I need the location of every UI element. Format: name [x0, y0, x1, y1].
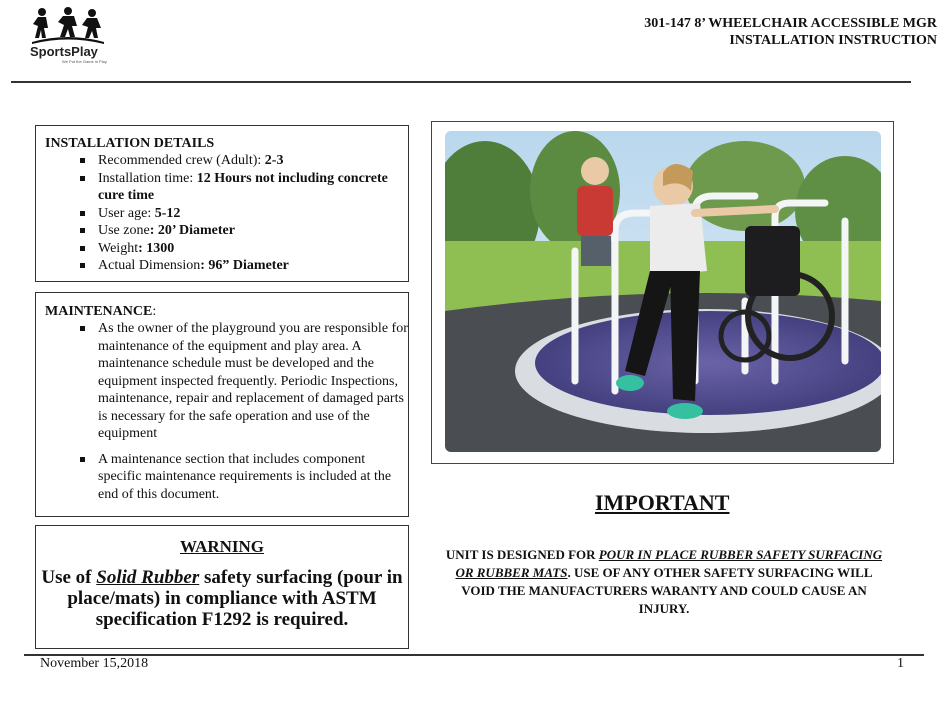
document-title-line1: 301-147 8’ WHEELCHAIR ACCESSIBLE MGR — [644, 16, 937, 31]
installation-details-list — [45, 152, 408, 275]
detail-item-time — [45, 170, 408, 205]
page-number: 1 — [897, 656, 904, 671]
important-title: IMPORTANT — [595, 490, 730, 515]
warning-text-post: safety surfacing (pour in place/mats) in compliance with ASTM specification F1292 is required. — [67, 567, 403, 630]
detail-item-zone — [45, 222, 408, 240]
detail-item-dimension — [45, 257, 408, 275]
important-text-emphasis: POUR IN PLACE RUBBER SAFETY SURFACING OR RUBBER MATS — [455, 547, 883, 580]
warning-title: WARNING — [179, 537, 265, 556]
sportsplay-logo — [28, 6, 118, 64]
detail-item-weight — [45, 240, 408, 258]
detail-value: : 96” Diameter — [200, 258, 289, 273]
maintenance-box — [35, 292, 409, 517]
detail-item-age — [45, 205, 408, 223]
detail-value: 5-12 — [154, 205, 181, 221]
detail-label: Weight — [98, 240, 139, 256]
warning-box — [35, 525, 409, 649]
document-title — [644, 15, 937, 49]
product-photo-frame — [431, 121, 894, 464]
footer-divider — [24, 654, 924, 656]
warning-text-pre: Use of — [41, 567, 97, 588]
maintenance-list — [45, 320, 408, 503]
detail-label: Recommended crew (Adult): — [98, 153, 265, 168]
detail-label: Installation time: — [98, 170, 197, 186]
important-text-pre: UNIT IS DESIGNED FOR — [445, 547, 599, 562]
warning-text-emphasis: Solid Rubber — [96, 567, 200, 588]
detail-label: Actual Dimension — [98, 258, 201, 273]
maintenance-title — [45, 304, 408, 320]
maintenance-item: As the owner of the playground you are responsible for maintenance of the equipment and play area. A maintenance schedule must be developed and the equipment inspected frequently. Periodic Inspections, maintenance, repair and replacement of damaged parts is necessary for the safe operation and use of the equipment — [45, 320, 408, 443]
merry-go-round-photo-illustration — [445, 131, 881, 452]
important-text — [440, 546, 888, 618]
maintenance-item: A maintenance section that includes component specific maintenance requirements is included at the end of this document. — [45, 451, 408, 504]
detail-value: : 20’ Diameter — [149, 223, 235, 238]
logo-tagline: We Put the Game in Play — [62, 59, 107, 64]
detail-value: : 1300 — [138, 240, 175, 256]
warning-text — [36, 567, 408, 630]
detail-value: 12 Hours not including concrete cure time — [98, 170, 388, 203]
installation-details-box — [35, 125, 409, 282]
detail-value: 2-3 — [264, 153, 284, 168]
logo-name: SportsPlay — [30, 44, 98, 59]
installation-details-title: INSTALLATION DETAILS — [45, 136, 215, 151]
important-text-post: . USE OF ANY OTHER SAFETY SURFACING WILL VOID THE MANUFACTURERS WARANTY AND COULD CAUSE AN INJURY. — [461, 565, 873, 616]
detail-item-crew — [45, 152, 408, 170]
children-silhouettes-icon — [28, 6, 108, 44]
maintenance-title-colon: : — [152, 304, 157, 319]
product-photo — [445, 131, 881, 452]
maintenance-title-text: MAINTENANCE — [45, 304, 153, 319]
detail-label: User age: — [98, 205, 155, 221]
detail-label: Use zone — [98, 223, 150, 238]
footer-date: November 15,2018 — [40, 656, 149, 671]
header-divider — [11, 81, 911, 83]
document-title-line2: INSTALLATION INSTRUCTION — [729, 33, 937, 48]
